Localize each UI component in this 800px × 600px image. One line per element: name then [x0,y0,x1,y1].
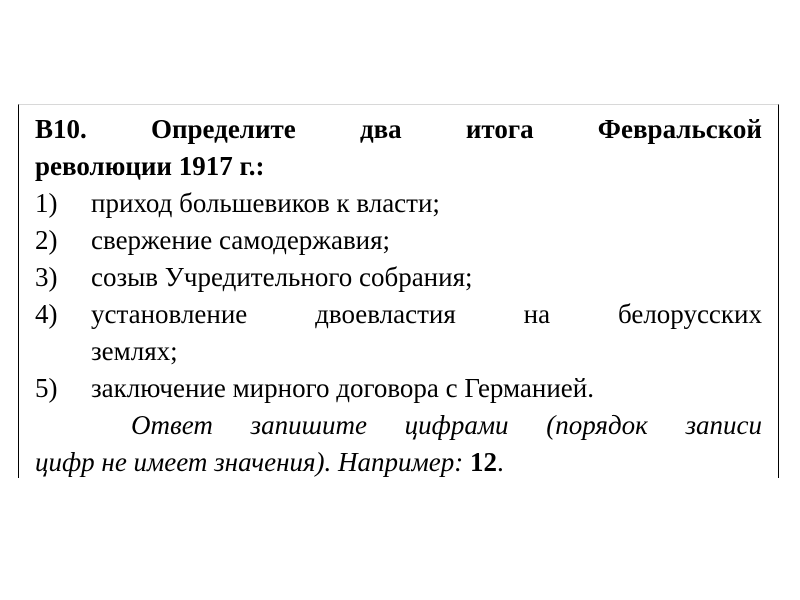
instruction-line-1 [35,407,762,444]
instruction-word: запишите [250,410,367,440]
question-code: В10. [35,114,87,144]
option-number: 3) [35,262,58,292]
question-title-line-1 [35,111,762,148]
example-answer: 12 [469,447,497,477]
instruction-line-2 [35,444,762,481]
option-word: белорусских [617,299,762,329]
option-text: созыв Учредительного собрания; [91,262,473,292]
question-title-word: итога [465,114,534,144]
option-number: 4) [35,299,58,329]
question-title-word: два [359,114,402,144]
question-box [18,104,779,478]
instruction-word: (порядок [546,410,648,440]
option-word: установление [91,299,248,329]
option-text: землях; [91,336,178,366]
option-number: 2) [35,225,58,255]
answer-option-1 [35,185,762,222]
answer-option-5 [35,370,762,407]
option-word: двоевластия [315,299,456,329]
instruction-word: цифрами [404,410,509,440]
answer-option-4 [35,296,762,333]
example-end: . [496,447,504,477]
question-title-word: Определите [150,114,296,144]
question-title-word: Февральской [597,114,762,144]
question-title-line-2: революции 1917 г.: [35,151,265,181]
answer-option-4-continuation [35,333,762,370]
option-text: заключение мирного договора с Германией. [91,373,594,403]
question-text [35,111,762,481]
option-number: 5) [35,373,58,403]
option-text: приход большевиков к власти; [91,188,440,218]
option-number: 1) [35,188,58,218]
answer-option-2 [35,222,762,259]
instruction-text: цифр не имеет значения). Например: [35,447,470,477]
option-word: на [523,299,551,329]
option-text: свержение самодержавия; [91,225,391,255]
answer-option-3 [35,259,762,296]
instruction-word: Ответ [131,410,213,440]
instruction-word: записи [685,410,762,440]
